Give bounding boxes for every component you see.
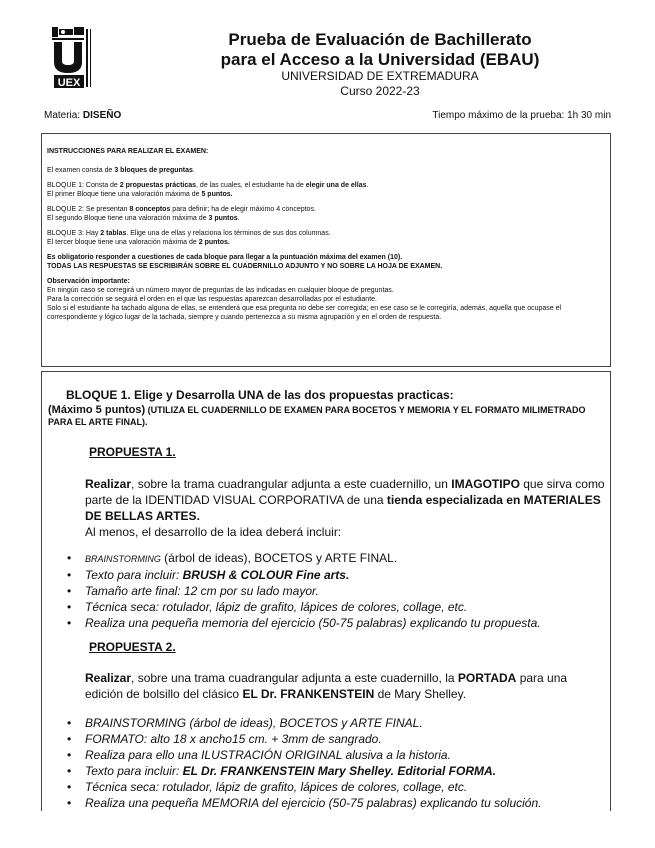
mandatory-line1: Es obligatorio responder a cuestiones de cada bloque para llegar a la puntuación máxima del examen (10).: [47, 254, 403, 261]
p1-intro-d: que sirva como parte de la IDENTIDAD VISUAL CORPORATIVA de una: [85, 477, 605, 507]
subject-line: [44, 110, 121, 121]
instructions-box: [41, 133, 611, 367]
p1-b2-a: Texto para incluir:: [85, 568, 183, 582]
p1-b1-a: BRAINSTORMING: [85, 554, 161, 564]
uex-crest-icon: [48, 25, 96, 89]
instructions-title: INSTRUCCIONES PARA REALIZAR EL EXAMEN:: [47, 148, 209, 155]
course-year: Curso 2022-23: [340, 84, 420, 98]
p2-b4-a: Texto para incluir:: [85, 764, 183, 778]
p2-intro-c: PORTADA: [457, 671, 517, 685]
observation-line1: En ningún caso se corregirá un número mayor de preguntas de las indicadas en cualquier bloque de preguntas.: [47, 287, 394, 294]
bloque1-heading: BLOQUE 1. Elige y Desarrolla UNA de las dos propuestas practicas:: [66, 388, 454, 402]
b3-text-b: 2 tablas: [100, 230, 127, 237]
b1-text-e: .: [366, 182, 369, 189]
observation-block: [47, 277, 605, 322]
list-item: • FORMATO: alto 18 x ancho15 cm. + 3mm de sangrado.: [67, 731, 541, 747]
p2-intro-f: de Mary Shelley.: [374, 687, 467, 701]
exam-title-line1: Prueba de Evaluación de Bachillerato: [228, 30, 532, 49]
propuesta2-title: PROPUESTA 2.: [89, 640, 176, 654]
list-item: [67, 763, 541, 779]
propuesta1-intro: [85, 476, 605, 540]
propuesta2-list: [67, 715, 541, 811]
p1-b1-b: (árbol de ideas), BOCETOS y ARTE FINAL.: [160, 551, 398, 565]
b1-text-d: elegir una de ellas: [305, 182, 367, 189]
b3-text-a: BLOQUE 3: Hay: [47, 230, 101, 237]
mandatory-line2: TODAS LAS RESPUESTAS SE ESCRIBIRÁN SOBRE EL CUADERNILLO ADJUNTO Y NO SOBRE LA HOJA DE EXAMEN.: [47, 263, 443, 270]
subject-value: DISEÑO: [82, 110, 122, 121]
bloque1-box: [41, 371, 611, 811]
p2-intro-a: Realizar: [85, 671, 132, 685]
university-logo: [48, 25, 96, 89]
overview-bold: 3 bloques de preguntas: [114, 167, 193, 174]
b2-text-f: .: [237, 215, 240, 222]
university-name: UNIVERSIDAD DE EXTREMADURA: [281, 69, 479, 83]
p2-intro-e: EL Dr. FRANKENSTEIN: [242, 687, 375, 701]
b3-text-d: El tercer bloque tiene una valoración máxima de: [47, 239, 199, 246]
propuesta2-intro: [85, 670, 605, 702]
bloque1-note: (UTILIZA EL CUADERNILLO DE EXAMEN PARA BOCETOS Y MEMORIA Y EL FORMATO MILIMETRADO PARA EL ARTE FINAL).: [48, 405, 586, 427]
instructions-bloque1: [47, 181, 605, 199]
bloque1-subheading: [48, 404, 603, 428]
b2-text-c: para definir; ha de elegir máximo 4 conceptos.: [170, 206, 316, 213]
b2-text-d: El segundo Bloque tiene una valoración máxima de: [47, 215, 209, 222]
p1-intro-f: Al menos, el desarrollo de la idea deberá incluir:: [85, 525, 342, 539]
p2-intro-d: para una edición de bolsillo del clásico: [85, 671, 568, 701]
b1-text-a: BLOQUE 1: Consta de: [47, 182, 120, 189]
b1-text-g: 5 puntos.: [201, 191, 233, 198]
p2-b4-b: EL Dr. FRANKENSTEIN: [182, 764, 315, 778]
subject-label: Materia:: [44, 110, 81, 121]
p2-intro-b: , sobre una trama cuadrangular adjunta a este cuadernillo, la: [131, 671, 458, 685]
overview-end: .: [192, 167, 195, 174]
instructions-overview: [47, 166, 605, 175]
b3-text-e: 2 puntos.: [198, 239, 230, 246]
observation-line3: Solo si el estudiante ha tachado alguna de ellas, se entenderá que esa pregunta no debe ser corregida; en ese caso se le corregiría, además, aquella que ocupase el correspondiente y lógico lugar de la tachada, siempre y cuando pertenezca a su misma agrupación y en el orden de respuesta.: [47, 305, 562, 321]
instructions-bloque2: [47, 205, 605, 223]
mandatory-note: [47, 253, 605, 271]
list-item: • Realiza para ello una ILUSTRACIÓN ORIGINAL alusiva a la historia.: [67, 747, 541, 763]
b3-text-c: . Elige una de ellas y relaciona los términos de sus dos columnas.: [126, 230, 331, 237]
list-item: • Realiza una pequeña memoria del ejercicio (50-75 palabras) explicando tu propuesta.: [67, 615, 541, 631]
p1-intro-b: , sobre la trama cuadrangular adjunta a este cuadernillo, un: [131, 477, 452, 491]
list-item: [67, 567, 541, 583]
list-item: • BRAINSTORMING (árbol de ideas), BOCETOS y ARTE FINAL.: [67, 715, 541, 731]
list-item: • Tamaño arte final: 12 cm por su lado mayor.: [67, 583, 541, 599]
observation-line2: Para la corrección se seguirá el orden en el que las respuestas aparezcan desarrolladas por el estudiante.: [47, 296, 377, 303]
b1-text-c: , de las cuales, el estudiante ha de: [196, 182, 306, 189]
p2-b4-c: Mary Shelley. Editorial FORMA.: [314, 764, 496, 778]
b1-text-b: 2 propuestas prácticas: [119, 182, 197, 189]
b2-text-a: BLOQUE 2: Se presentan: [47, 206, 130, 213]
instructions-bloque3: [47, 229, 605, 247]
exam-title-line2: para el Acceso a la Universidad (EBAU): [220, 50, 540, 69]
observation-title: Observación importante:: [47, 278, 130, 285]
list-item: [67, 550, 541, 567]
logo-letters: UEX: [57, 77, 81, 89]
list-item: • Realiza una pequeña MEMORIA del ejercicio (50-75 palabras) explicando tu solución.: [67, 795, 541, 811]
b1-text-f: El primer Bloque tiene una valoración máxima de: [47, 191, 202, 198]
b2-text-e: 3 puntos: [208, 215, 238, 222]
list-item: • Técnica seca: rotulador, lápiz de grafito, lápices de colores, collage, etc.: [67, 599, 541, 615]
p1-intro-a: Realizar: [85, 477, 132, 491]
p1-intro-c: IMAGOTIPO: [451, 477, 520, 491]
propuesta1-list: [67, 550, 541, 631]
overview-text: El examen consta de: [47, 167, 115, 174]
list-item: • Técnica seca: rotulador, lápiz de grafito, lápices de colores, collage, etc.: [67, 779, 541, 795]
bloque1-max-points: (Máximo 5 puntos): [48, 404, 146, 416]
p1-intro-e: tienda especializada en MATERIALES DE BELLAS ARTES.: [85, 493, 601, 523]
b2-text-b: 8 conceptos: [129, 206, 171, 213]
time-limit: Tiempo máximo de la prueba: 1h 30 min: [432, 110, 611, 121]
propuesta1-title: PROPUESTA 1.: [89, 445, 176, 459]
p1-b2-b: BRUSH & COLOUR Fine arts.: [182, 568, 350, 582]
